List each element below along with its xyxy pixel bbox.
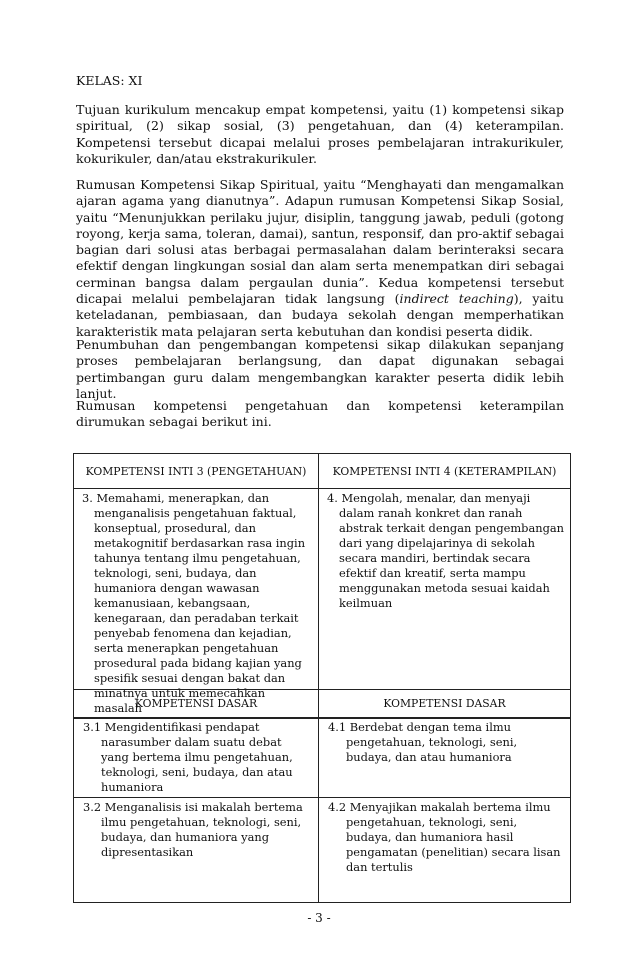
kd-4-2-text: 4.2 Menyajikan makalah bertema ilmu pengetahuan, teknologi, seni, budaya, dan humaniora hasil pengamatan (penelitian) secara lisan dan tertulis	[328, 800, 561, 874]
paragraph-attitude-competency	[76, 177, 564, 340]
cell-kd-4-1	[319, 718, 571, 798]
cell-ki4	[319, 489, 571, 719]
header-ki3: KOMPETENSI INTI 3 (PENGETAHUAN)	[74, 454, 319, 489]
kd-3-1-text: 3.1 Mengidentifikasi pendapat narasumber dalam suatu debat yang bertema ilmu pengetahuan, teknologi, seni, budaya, dan atau humaniora	[83, 720, 293, 794]
paragraph-text: Rumusan Kompetensi Sikap Spiritual, yaitu “Menghayati dan mengamalkan ajaran agama yang dianutnya”. Adapun rumusan Kompetensi Sikap Sosial, yaitu “Menunjukkan perilaku jujur, disiplin, tanggung jawab, peduli (gotong royong, kerja sama, toleran, damai), santun, responsif, dan pro-aktif sebagai bagian dari solusi atas berbagai permasalahan dalam berinteraksi secara efektif dengan lingkungan sosial dan alam serta menempatkan diri sebagai cerminan bangsa dalam pergaulan dunia”. Kedua kompetensi tersebut dicapai melalui pembelajaran tidak langsung (	[76, 177, 564, 307]
paragraph-curriculum-goals: Tujuan kurikulum mencakup empat kompetensi, yaitu (1) kompetensi sikap spiritual, (2) sikap sosial, (3) pengetahuan, dan (4) keterampilan. Kompetensi tersebut dicapai melalui proses pembelajaran intrakurikuler, kokurikuler, dan/atau ekstrakurikuler.	[76, 102, 564, 166]
cell-kd-3-2	[74, 798, 319, 903]
header-kd-left: KOMPETENSI DASAR	[74, 690, 319, 718]
header-kd-right: KOMPETENSI DASAR	[319, 690, 571, 718]
kd-3-2-text: 3.2 Menganalisis isi makalah bertema ilmu pengetahuan, teknologi, seni, budaya, dan humaniora yang dipresentasikan	[83, 800, 303, 859]
ki3-text: 3. Memahami, menerapkan, dan menganalisis pengetahuan faktual, konseptual, prosedural, dan metakognitif berdasarkan rasa ingin tahunya tentang ilmu pengetahuan, teknologi, seni, budaya, dan humaniora dengan wawasan kemanusiaan, kebangsaan, kenegaraan, dan peradaban terkait penyebab fenomena dan kejadian, serta menerapkan pengetahuan prosedural pada bidang kajian yang spesifik sesuai dengan bakat dan minatnya untuk memecahkan masalah	[82, 491, 306, 715]
core-competency-table	[73, 453, 571, 719]
cell-kd-4-2	[319, 798, 571, 903]
class-label: KELAS: XI	[76, 73, 143, 88]
basic-competency-table	[73, 689, 571, 903]
header-ki4: KOMPETENSI INTI 4 (KETERAMPILAN)	[319, 454, 571, 489]
kd-4-1-text: 4.1 Berdebat dengan tema ilmu pengetahuan, teknologi, seni, budaya, dan atau humaniora	[328, 720, 518, 764]
italic-term: indirect teaching	[399, 291, 514, 307]
ki4-text: 4. Mengolah, menalar, dan menyaji dalam ranah konkret dan ranah abstrak terkait dengan pengembangan dari yang dipelajarinya di sekolah secara mandiri, bertindak secara efektif dan kreatif, serta mampu menggunakan metoda sesuai kaidah keilmuan	[327, 491, 565, 610]
paragraph-text: ), yaitu keteladanan, pembiasaan, dan budaya sekolah dengan memperhatikan karakteristik mata pelajaran serta kebutuhan dan kondisi peserta didik.	[76, 291, 564, 339]
cell-kd-3-1	[74, 718, 319, 798]
cell-ki3	[74, 489, 319, 719]
page-number: - 3 -	[307, 911, 331, 925]
paragraph-attitude-development: Penumbuhan dan pengembangan kompetensi sikap dilakukan sepanjang proses pembelajaran berlangsung, dan dapat digunakan sebagai pertimbangan guru dalam mengembangkan karakter peserta didik lebih lanjut.	[76, 337, 564, 401]
paragraph-knowledge-skill-intro: Rumusan kompetensi pengetahuan dan kompetensi keterampilan dirumukan sebagai berikut ini.	[76, 398, 564, 430]
